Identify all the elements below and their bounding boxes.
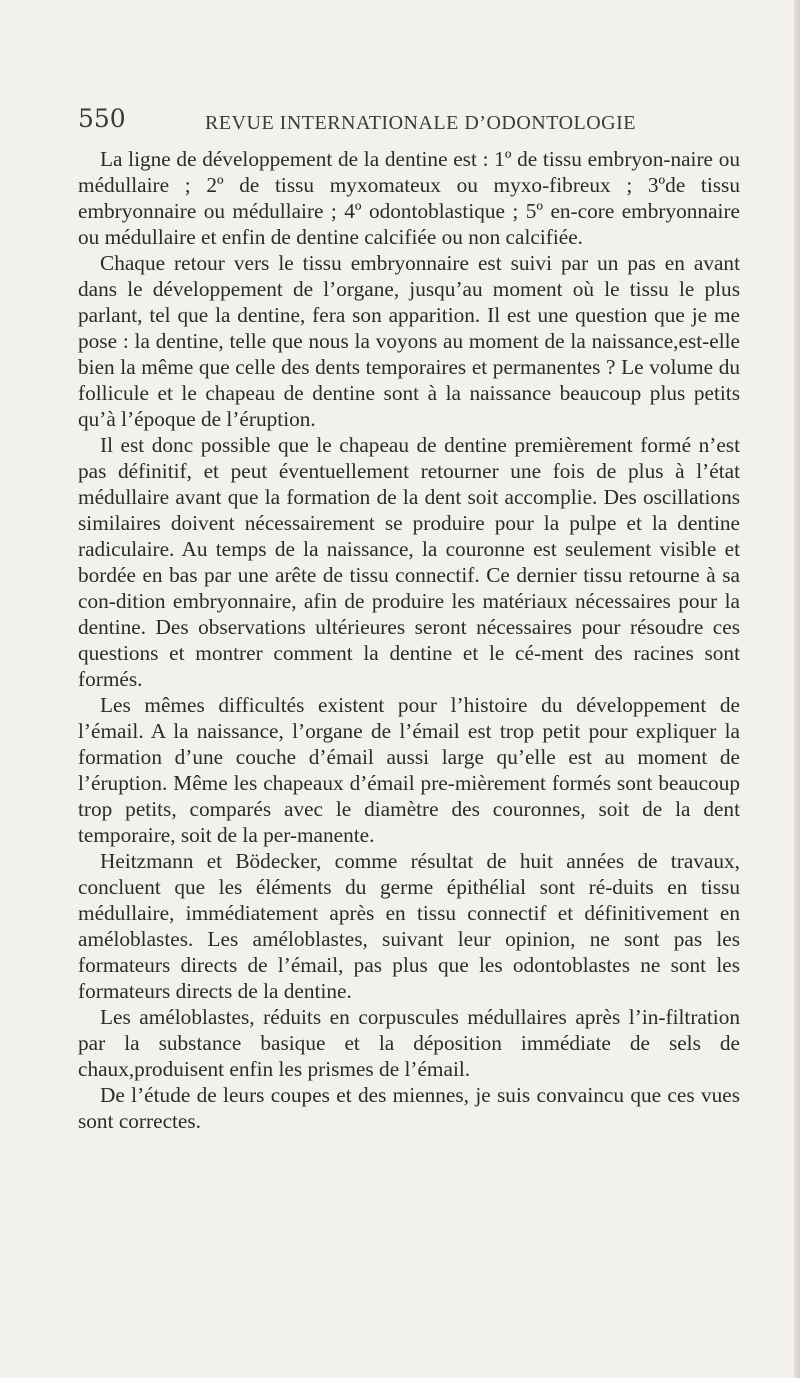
page-edge bbox=[794, 0, 800, 1378]
paragraph: Les mêmes difficultés existent pour l’histoire du développement de l’émail. A la naissance, l’organe de l’émail est trop petit pour expliquer la formation d’une couche d’émail aussi large qu’elle est au moment de l’éruption. Même les chapeaux d’émail pre-mièrement formés sont beaucoup trop petits, comparés avec le diamètre des couronnes, soit de la dent temporaire, soit de la per-manente. bbox=[78, 693, 740, 847]
paragraph: La ligne de développement de la dentine est : 1º de tissu embryon-naire ou médullaire ; 2º de tissu myxomateux ou myxo-fibreux ; 3ºde tissu embryonnaire ou médullaire ; 4º odontoblastique ; 5º en-core embryonnaire ou médullaire et enfin de dentine calcifiée ou non calcifiée. bbox=[78, 147, 740, 249]
paragraph: Heitzmann et Bödecker, comme résultat de huit années de travaux, concluent que les éléments du germe épithélial sont ré-duits en tissu médullaire, immédiatement après en tissu connectif et définitivement en améloblastes. Les améloblastes, suivant leur opinion, ne sont pas les formateurs directs de l’émail, pas plus que les odontoblastes ne sont les formateurs directs de la dentine. bbox=[78, 849, 740, 1003]
page-number: 550 bbox=[78, 104, 126, 133]
paragraph: Il est donc possible que le chapeau de dentine premièrement formé n’est pas définitif, et peut éventuellement retourner une fois de plus à l’état médullaire avant que la formation de la dent soit accomplie. Des oscillations similaires doivent nécessairement se produire pour la pulpe et la dentine radiculaire. Au temps de la naissance, la couronne est seulement visible et bordée en bas par une arête de tissu connectif. Ce dernier tissu retourne à sa con-dition embryonnaire, afin de produire les matériaux nécessaires pour la dentine. Des observations ultérieures seront nécessaires pour résoudre ces questions et montrer comment la dentine et le cé-ment des racines sont formés. bbox=[78, 433, 740, 691]
body-text bbox=[78, 146, 740, 1134]
paragraph: De l’étude de leurs coupes et des miennes, je suis convaincu que ces vues sont correctes. bbox=[78, 1083, 740, 1133]
running-title: REVUE INTERNATIONALE D’ODONTOLOGIE bbox=[205, 112, 637, 134]
page-header bbox=[78, 104, 740, 144]
paragraph: Chaque retour vers le tissu embryonnaire est suivi par un pas en avant dans le développement de l’organe, jusqu’au moment où le tissu le plus parlant, tel que la dentine, fera son apparition. Il est une question que je me pose : la dentine, telle que nous la voyons au moment de la naissance,est-elle bien la même que celle des dents temporaires et permanentes ? Le volume du follicule et le chapeau de dentine sont à la naissance beaucoup plus petits qu’à l’époque de l’éruption. bbox=[78, 251, 740, 431]
paragraph: Les améloblastes, réduits en corpuscules médullaires après l’in-filtration par la substance basique et la déposition immédiate de sels de chaux,produisent enfin les prismes de l’émail. bbox=[78, 1005, 740, 1081]
